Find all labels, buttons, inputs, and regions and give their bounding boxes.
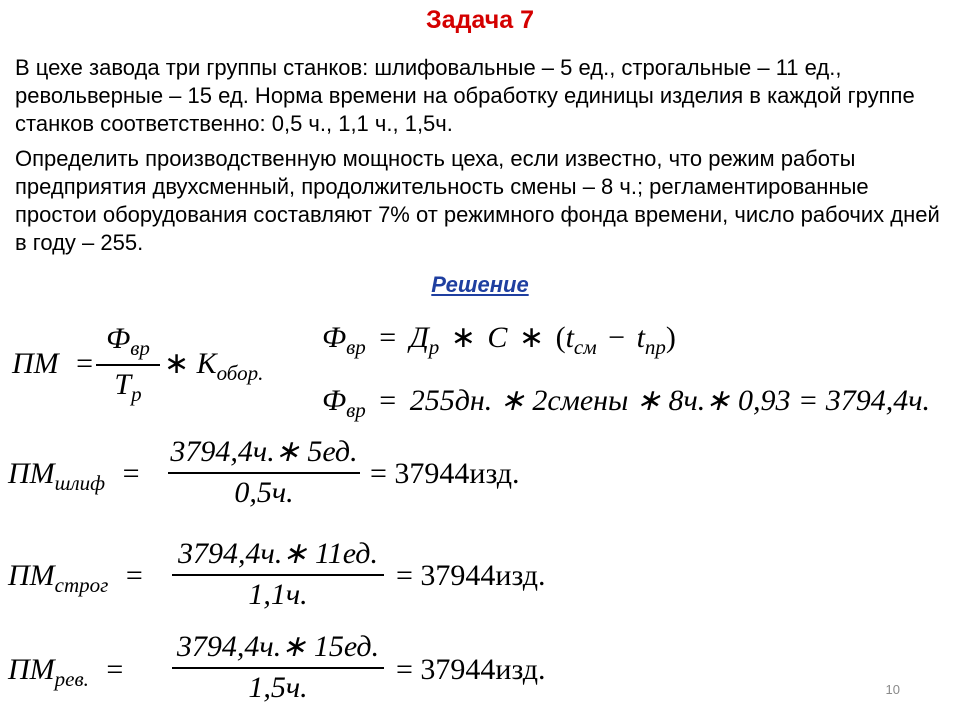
pm-den: Т (114, 367, 132, 401)
strog-den: 1,1ч. (248, 577, 308, 611)
fvr-t1-sub: см (573, 335, 597, 359)
fvr-t2-sub: пр (644, 335, 666, 359)
shlif-lhs: ПМ (8, 457, 55, 490)
rev-fraction (172, 632, 384, 703)
shlif-fraction-bar (168, 472, 360, 474)
rev-sub: рев. (54, 667, 89, 691)
formula-fvr (322, 323, 676, 358)
solution-heading: Решение (431, 272, 529, 297)
pm-lhs: ПМ (12, 347, 59, 380)
rev-result: = 37944изд. (396, 653, 546, 686)
rev-num: 3794,4ч.∗ 15ед. (176, 630, 380, 663)
fvr-open-paren: ( (555, 321, 566, 354)
shlif-sub: шлиф (54, 471, 106, 495)
fvr-d: Д (409, 321, 429, 354)
strog-sub: строг (54, 573, 109, 597)
pm-fraction-bar (96, 364, 160, 366)
fvr-t1: t (565, 321, 574, 354)
rev-lhs: ПМ (8, 653, 55, 686)
pm-num-sub: вр (130, 336, 150, 360)
shlif-num: 3794,4ч.∗ 5ед. (170, 435, 358, 468)
page-number: 10 (885, 682, 900, 697)
fvr-close-paren: ) (665, 321, 676, 354)
fvr-c: С (487, 321, 508, 354)
strog-lhs: ПМ (8, 559, 55, 592)
strog-eq: = (125, 559, 143, 592)
pm-num: Ф (106, 322, 131, 355)
fvr-d-sub: р (428, 335, 440, 359)
fvr-lhs-sub: вр (346, 335, 366, 359)
pm-k: К (196, 347, 217, 380)
strog-fraction-bar (172, 574, 384, 576)
pm-k-sub: обор. (216, 361, 264, 385)
problem-statement: В цехе завода три группы станков: шлифовальные – 5 ед., строгальные – 11 ед., револьверные – 15 ед. Норма времени на обработку единицы изделия в каждой группе станков соответственно: 0,5 ч., 1,1 ч., 1,5ч. (15, 55, 915, 136)
fvr-mul1: ∗ (450, 321, 476, 354)
pm-eq: = (76, 347, 94, 380)
strog-fraction (172, 539, 384, 610)
rev-fraction-bar (172, 667, 384, 669)
strog-num: 3794,4ч.∗ 11ед. (178, 537, 378, 570)
pm-mul: ∗ (164, 347, 190, 380)
fvr-calc-eq: = (379, 384, 397, 417)
shlif-fraction (168, 437, 360, 508)
fvr-calc-lhs: Ф (322, 384, 347, 417)
strog-result: = 37944изд. (396, 559, 546, 592)
shlif-eq: = (122, 457, 140, 490)
fvr-mul2: ∗ (518, 321, 545, 354)
fvr-minus: − (608, 321, 626, 354)
fvr-calc-lhs-sub: вр (346, 398, 366, 422)
fvr-calc-rhs: 255дн. ∗ 2смены ∗ 8ч.∗ 0,93 = 3794,4ч. (409, 384, 930, 417)
fvr-eq: = (379, 321, 397, 354)
pm-fraction (96, 324, 160, 405)
pm-den-sub: р (131, 381, 142, 406)
fvr-lhs: Ф (322, 321, 347, 354)
slide-title: Задача 7 (426, 6, 534, 34)
shlif-den: 0,5ч. (234, 475, 294, 509)
rev-den: 1,5ч. (248, 670, 308, 704)
formula-fvr-calc (322, 386, 930, 421)
rev-eq: = (106, 653, 124, 686)
shlif-result: = 37944изд. (370, 457, 520, 490)
task-question: Определить производственную мощность цеха, если известно, что режим работы предприятия двухсменный, продолжительность смены – 8 ч.; регламентированные простои оборудования составляют 7% от режимного фонда времени, число рабочих дней в году – 255. (15, 146, 940, 255)
fvr-t2: t (636, 321, 645, 354)
